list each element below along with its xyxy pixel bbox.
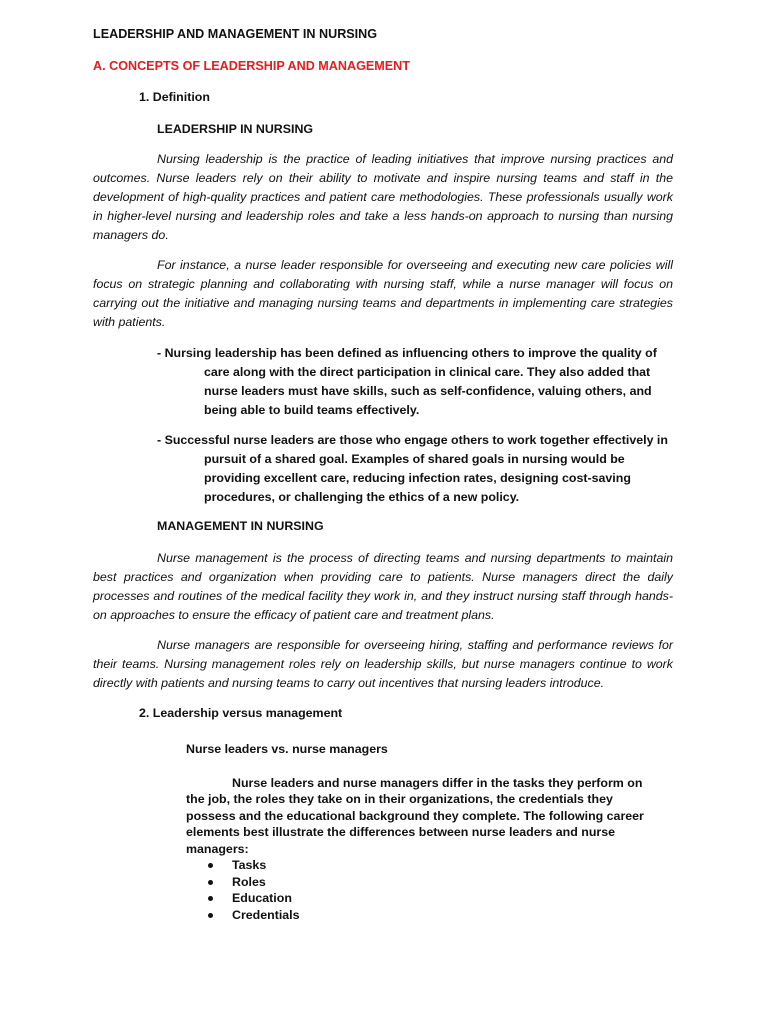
leadership-paragraph-2: For instance, a nurse leader responsible for overseeing and executing new care policies will focus on strategic planning and collaborating with nursing staff, while a nurse manager will focus on carrying out the initiative and managing nursing teams and departments in implementing care strategies with patients.: [93, 258, 673, 329]
bullet-dot-icon: [208, 863, 213, 868]
bullet-dot-icon: [208, 896, 213, 901]
bullet-1-text: - Nursing leadership has been defined as influencing others to improve the quality of care along with the direct participation in clinical care. They also added that nurse leaders must have skills, such as self-confidence, valuing others, and being able to build teams effectively.: [157, 346, 657, 417]
list-item: [205, 890, 299, 907]
list-item-label: Roles: [232, 874, 266, 889]
section-a-heading: A. CONCEPTS OF LEADERSHIP AND MANAGEMENT: [93, 59, 410, 73]
list-item: [205, 857, 299, 874]
list-item-label: Education: [232, 891, 292, 905]
list-item: [205, 874, 299, 891]
leadership-bullet-2: [157, 431, 677, 507]
list-item: [205, 907, 299, 924]
vs-heading: Nurse leaders vs. nurse managers: [186, 742, 388, 756]
vs-paragraph: Nurse leaders and nurse managers differ in the tasks they perform on the job, the roles they take on in their organizations, the credentials they possess and the educational background they complete. The following career elements best illustrate the differences between nurse leaders and nurse managers:: [186, 776, 644, 856]
leadership-paragraph-1: Nursing leadership is the practice of leading initiatives that improve nursing practices and outcomes. Nurse leaders rely on their ability to motivate and inspire nursing teams and staff in the development of high-quality practices and patient care methodologies. These professionals usually work in higher-level nursing and leadership roles and take a less hands-on approach to nursing than nursing managers do.: [93, 152, 673, 242]
list-item-label: Credentials: [232, 907, 300, 922]
leadership-heading: LEADERSHIP IN NURSING: [157, 122, 314, 136]
management-paragraph-2: Nurse managers are responsible for overseeing hiring, staffing and performance reviews for their teams. Nursing management roles rely on leadership skills, but nurse managers continue to work directly with patients and nursing teams to carry out incentives that nursing leaders introduce.: [93, 638, 673, 690]
management-heading: MANAGEMENT IN NURSING: [157, 519, 324, 533]
item-2-heading: 2. Leadership versus management: [139, 706, 343, 720]
document-title: LEADERSHIP AND MANAGEMENT IN NURSING: [93, 27, 378, 41]
bullet-2-text: - Successful nurse leaders are those who engage others to work together effectively in pursuit of a shared goal. Examples of shared goals in nursing would be providing excellent care, reducing infection rates, designing cost-saving procedures, or challenging the ethics of a new policy.: [157, 433, 668, 504]
item-1-heading: 1. Definition: [139, 90, 210, 104]
bullet-dot-icon: [208, 880, 213, 885]
management-paragraph-1: Nurse management is the process of directing teams and nursing departments to maintain best practices and organization when providing care to patients. Nurse managers direct the daily processes and routines of the medical facility they work in, and they instruct nursing staff through hands-on approaches to ensure the efficacy of patient care and treatment plans.: [93, 551, 673, 622]
list-item-label: Tasks: [232, 858, 267, 872]
bullet-dot-icon: [208, 913, 213, 918]
career-elements-list: [205, 857, 299, 923]
leadership-bullet-1: [157, 344, 677, 420]
